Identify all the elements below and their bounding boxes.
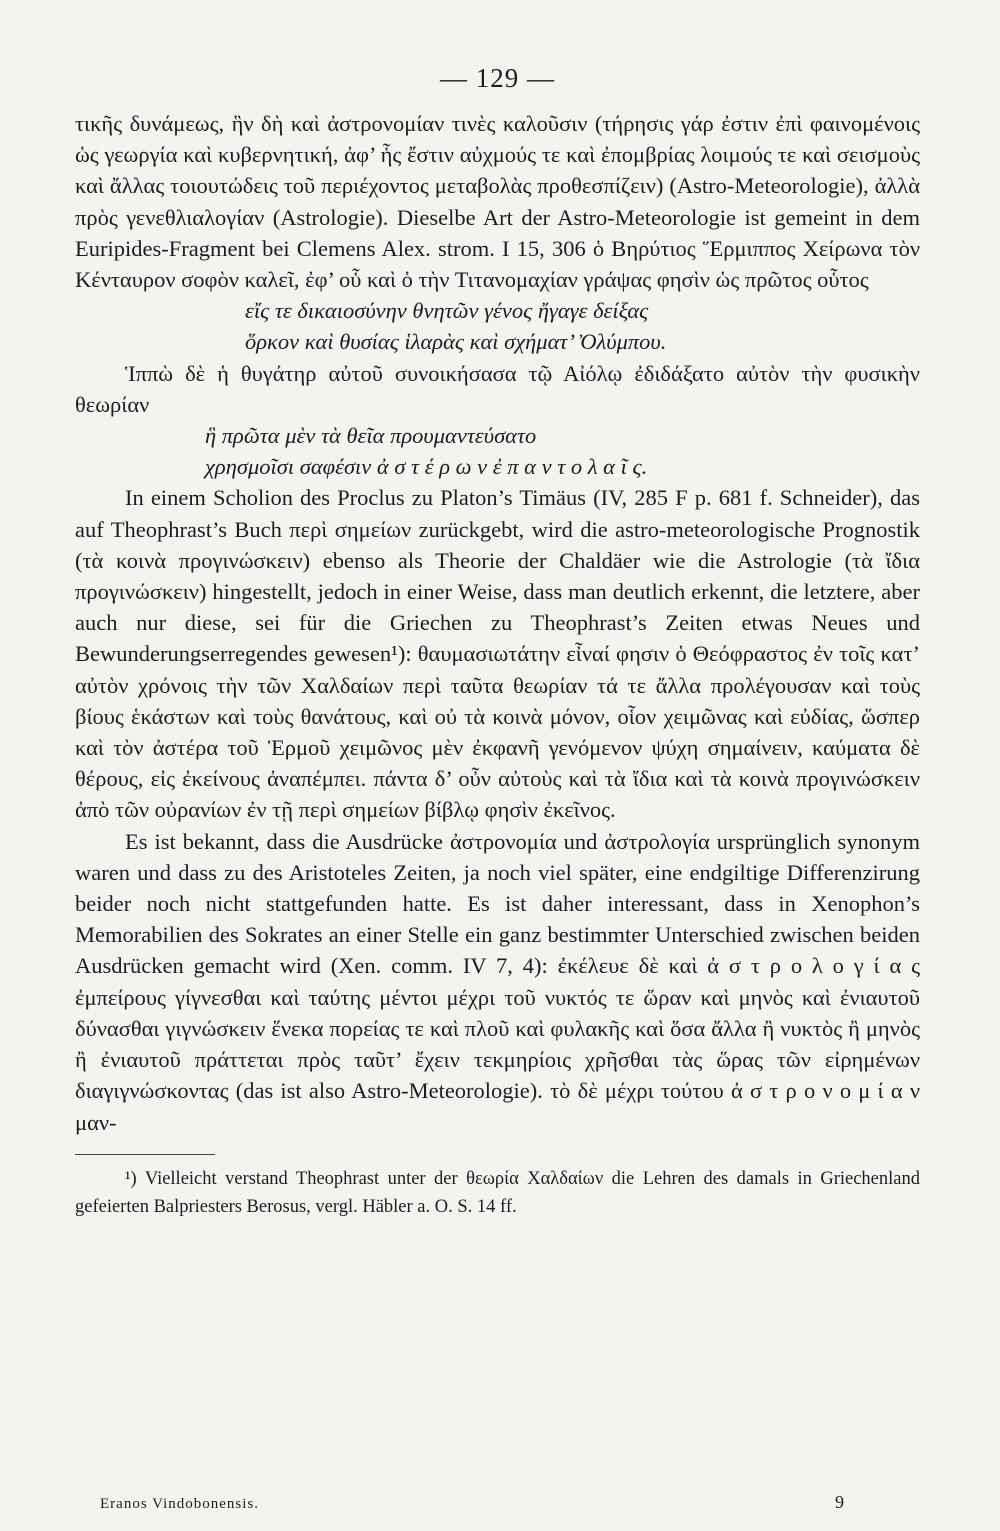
page [75, 60, 920, 1221]
footnote-divider [75, 1154, 215, 1155]
verse-line: εἴς τε δικαιοσύνην θνητῶν γένος ἤγαγε δείξας [245, 298, 649, 324]
verse-line: ἣ πρῶτα μὲν τὰ θεῖα προυμαντεύσατο [205, 423, 537, 449]
paragraph-hippo: Ἱππὼ δὲ ἡ θυγάτηρ αὐτοῦ συνοικήσασα τῷ Αἰόλῳ ἐδιδάξατο αὐτὸν τὴν φυσικὴν θεωρίαν [75, 360, 920, 417]
footnote-text: ¹) Vielleicht verstand Theophrast unter der θεωρία Χαλδαίων die Lehren des damals in Griechenland gefeierten Balpriesters Berosus, vergl. Häbler a. O. S. 14 ff. [75, 1168, 920, 1217]
signature-line [100, 1492, 845, 1513]
paragraph-bekannt: Es ist bekannt, dass die Ausdrücke ἀστρονομία und ἀστρολογία ursprünglich synonym waren und dass zu des Aristoteles Zeiten, ja noch viel später, eine endgiltige Differenzirung beider noch nicht stattgefunden hatte. Es ist daher interessant, dass in Xenophon’s Memorabilien des Sokrates an einer Stelle ein ganz bestimmter Unterschied zwischen beiden Ausdrücken gemacht wird (Xen. comm. IV 7, 4): ἐκέλευε δὲ καὶ ἀ σ τ ρ ο λ ο γ ί α ς ἐμπείρους γίγνεσθαι καὶ ταύτης μέντοι μέχρι τοῦ νυκτός τε ὥραν καὶ μηνὸς καὶ ἐνιαυτοῦ δύνασθαι γιγνώσκειν ἕνεκα πορείας τε καὶ πλοῦ καὶ φυλακῆς καὶ ὅσα ἄλλα ἢ νυκτὸς ἢ μηνὸς ἢ ἐνιαυτοῦ πράττεται πρὸς ταῦτ’ ἔχειν τεκμηρίοις χρῆσθαι τὰς ὥρας τῶν εἰρημένων διαγιγνώσκοντας (das ist also Astro-Meteorologie). τὸ δὲ μέχρι τούτου ἀ σ τ ρ ο ν ο μ ί α ν μαν- [75, 828, 920, 1135]
footnote [75, 1165, 920, 1221]
verse-line: χρησμοῖσι σαφέσιν ἀ σ τ έ ρ ω ν ἐ π α ν τ ο λ α ῖ ς. [205, 454, 648, 480]
signature-number: 9 [835, 1492, 845, 1512]
body-text [75, 108, 920, 1138]
page-number: — 129 — [440, 63, 555, 93]
signature-text: Eranos Vindobonensis. [100, 1496, 259, 1512]
verse-line: ὅρκον καὶ θυσίας ἱλαρὰς καὶ σχήματ’ Ὀλύμπου. [245, 329, 667, 355]
paragraph-opening: τικῆς δυνάμεως, ἣν δὴ καὶ ἀστρονομίαν τινὲς καλοῦσιν (τήρησις γάρ ἐστιν ἐπὶ φαινομένοις ὡς γεωργία καὶ κυβερνητική, ἀφ’ ἧς ἔστιν αὐχμούς τε καὶ ἐπομβρίας λοιμούς τε καὶ σεισμοὺς καὶ ἄλλας τοιουτώδεις τοῦ περιέχοντος μεταβολὰς προθεσπίζειν) (Astro-Meteorologie), ἀλλὰ πρὸς γενεθλιαλογίαν (Astrologie). Dieselbe Art der Astro-Meteorologie ist gemeint in dem Euripides-Fragment bei Clemens Alex. strom. I 15, 306 ὁ Βηρύτιος Ἕρμιππος Χείρωνα τὸν Κένταυρον σοφὸν καλεῖ, ἐφ’ οὗ καὶ ὁ τὴν Τιτανομαχίαν γράψας φησὶν ὡς πρῶτος οὗτος [75, 111, 920, 293]
paragraph-scholion: In einem Scholion des Proclus zu Platon’s Timäus (IV, 285 F p. 681 f. Schneider), das auf Theophrast’s Buch περὶ σημείων zurückgebt, wird die astro-meteorologische Prognostik (τὰ κοινὰ προγινώσκειν) ebenso als Theorie der Chaldäer wie die Astrologie (τὰ ἴδια προγινώσκειν) hingestellt, jedoch in einer Weise, dass man deutlich erkennt, die letztere, aber auch nur diese, sei für die Griechen zu Theophrast’s Zeiten etwas Neues und Bewunderungserregendes gewesen¹): θαυμασιωτάτην εἶναί φησιν ὁ Θεόφραστος ἐν τοῖς κατ’ αὐτὸν χρόνοις τὴν τῶν Χαλδαίων περὶ ταῦτα θεωρίαν τά τε ἄλλα προλέγουσαν καὶ τοὺς βίους ἑκάστων καὶ τοὺς θανάτους, καὶ οὐ τὰ κοινὰ μόνον, οἷον χειμῶνας καὶ εὐδίας, ὥσπερ καὶ τὸν ἀστέρα τοῦ Ἑρμοῦ χειμῶνος μὲν ἐκφανῆ γενόμενον ψύχη σημαίνειν, καύματα δὲ θέρους, εἰς ἐκείνους ἀναπέμπει. πάντα δ’ οὖν αὐτοὺς καὶ τὰ ἴδια καὶ τὰ κοινὰ προγινώσκειν ἀπὸ τῶν οὐρανίων ἐν τῇ περὶ σημείων βίβλῳ φησὶν ἐκεῖνος. [75, 485, 920, 823]
